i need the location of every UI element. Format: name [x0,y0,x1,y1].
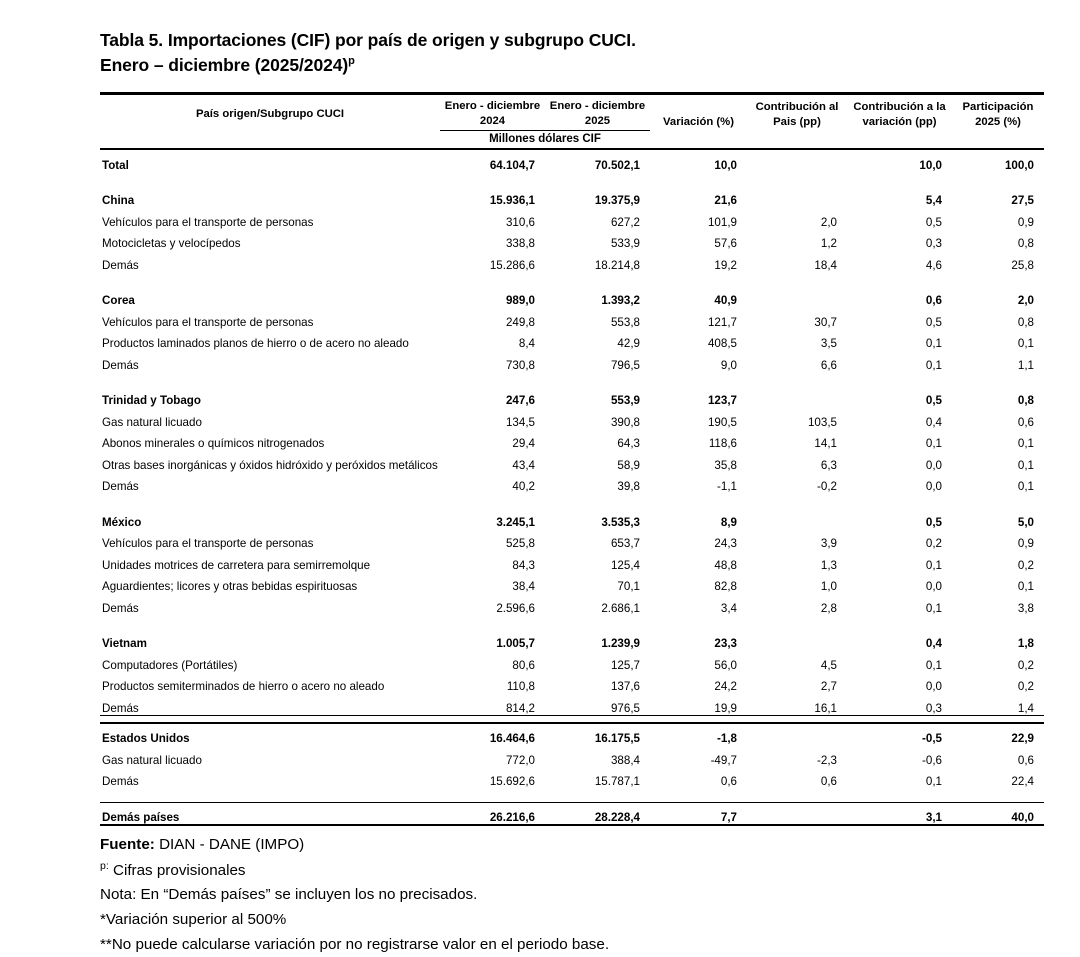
header-year-2025: 2025 [545,114,650,130]
table-row-item [100,693,1044,715]
cell-participacion: 100,0 [1004,158,1034,172]
cell-participacion: 0,9 [1017,215,1034,229]
cell-contrib_var: 4,6 [925,258,942,272]
cell-participacion: 1,4 [1017,701,1034,715]
cell-v2024: 814,2 [505,701,535,715]
cell-v2025: 28.228,4 [594,811,640,825]
table-row-item [100,650,1044,672]
cell-v2025: 18.214,8 [594,258,640,272]
cell-variacion: 0,6 [720,775,737,789]
note-fuente-text: DIAN - DANE (IMPO) [154,836,305,854]
cell-contrib_var: 5,4 [925,194,942,208]
cell-v2025: 796,5 [610,358,640,372]
cell-label: Demás [102,775,139,789]
cell-contrib_pais: 1,3 [820,558,837,572]
cell-v2025: 627,2 [610,215,640,229]
cell-contrib_pais: 30,7 [814,315,837,329]
table-row-item [100,329,1044,351]
table-row-item [100,529,1044,551]
cell-v2025: 39,8 [617,480,640,494]
note-provisional-sup: p: [100,859,109,872]
cell-v2025: 70,1 [617,580,640,594]
cell-v2024: 525,8 [505,537,535,551]
cell-contrib_pais: 1,2 [820,237,837,251]
table-row-item [100,429,1044,451]
header-year-2024: 2024 [440,114,545,130]
cell-participacion: 2,0 [1017,294,1034,308]
note-fuente [100,833,1044,858]
unit-spacer-right [650,130,1044,149]
cell-participacion: 0,2 [1017,558,1034,572]
cell-contrib_pais [747,286,847,308]
cell-v2024: 134,5 [505,415,535,429]
cell-contrib_var: 0,1 [925,601,942,615]
group-spacer [100,493,1044,507]
cell-contrib_pais: 103,5 [807,415,837,429]
cell-contrib_var: 0,0 [925,680,942,694]
note-provisional-text: Cifras provisionales [108,861,246,879]
cell-variacion: -1,8 [717,732,737,746]
cell-v2024: 249,8 [505,315,535,329]
cell-contrib_var: 0,5 [925,215,942,229]
cell-variacion: 24,3 [714,537,737,551]
cell-contrib_var: 0,0 [925,580,942,594]
cell-contrib_pais [747,507,847,529]
cell-contrib_pais [747,723,847,746]
cell-label: Otras bases inorgánicas y óxidos hidróxido y peróxidos metálicos [102,458,438,472]
cell-contrib_var: 0,4 [925,415,942,429]
cell-v2025: 125,7 [610,658,640,672]
cell-v2025: 19.375,9 [594,194,640,208]
cell-label: Trinidad y Tobago [102,394,201,408]
table-row-item [100,207,1044,229]
cell-participacion: 25,8 [1011,258,1034,272]
table-row-item [100,250,1044,272]
cell-participacion: 27,5 [1011,194,1034,208]
cell-label: Vietnam [102,637,147,651]
cell-v2025: 553,8 [610,315,640,329]
cell-participacion: 1,1 [1017,358,1034,372]
cell-v2025: 653,7 [610,537,640,551]
cell-label: Demás [102,480,139,494]
table-row-country [100,186,1044,208]
cell-variacion: 8,9 [720,515,737,529]
cell-variacion: 19,2 [714,258,737,272]
cell-participacion: 0,2 [1017,680,1034,694]
cell-participacion: 22,4 [1011,775,1034,789]
header-contribucion-pais: Contribución al Pais (pp) [755,101,839,128]
cell-participacion: 40,0 [1011,811,1034,825]
cell-contrib_var: -0,6 [922,753,942,767]
table-row-item [100,407,1044,429]
cell-v2024: 8,4 [518,337,535,351]
cell-participacion: 1,8 [1017,637,1034,651]
group-spacer [100,272,1044,286]
cell-v2024: 16.464,6 [489,732,535,746]
table-row-country [100,723,1044,746]
cell-v2024: 15.286,6 [489,258,535,272]
cell-variacion: 123,7 [707,394,737,408]
cell-contrib_var: 0,0 [925,458,942,472]
cell-participacion: 0,1 [1017,337,1034,351]
note-provisional [100,858,1044,884]
cell-variacion: 57,6 [714,237,737,251]
cell-v2025: 42,9 [617,337,640,351]
cell-v2024: 40,2 [512,480,535,494]
cell-label: Total [102,158,129,172]
cell-label: Abonos minerales o químicos nitrogenados [102,437,325,451]
cell-contrib_pais [747,186,847,208]
cell-label: Demás [102,601,139,615]
cell-participacion: 0,8 [1017,315,1034,329]
unit-label: Millones dólares CIF [489,132,601,145]
cell-label: Aguardientes; licores y otras bebidas espirituosas [102,580,358,594]
group-spacer [100,615,1044,629]
cell-contrib_var: 0,2 [925,537,942,551]
cell-v2025: 553,9 [610,394,640,408]
cell-contrib_pais [747,386,847,408]
cell-variacion: 19,9 [714,701,737,715]
cell-variacion: 24,2 [714,680,737,694]
cell-v2025: 137,6 [610,680,640,694]
cell-v2024: 15.692,6 [489,775,535,789]
cell-label: Demás [102,701,139,715]
cell-variacion: 121,7 [707,315,737,329]
cell-label: Computadores (Portátiles) [102,658,238,672]
cell-contrib_var: 10,0 [919,158,942,172]
cell-variacion: 118,6 [708,437,737,451]
cell-contrib_var: 0,1 [925,558,942,572]
cell-variacion: 10,0 [714,158,737,172]
cell-contrib_var: 0,3 [925,701,942,715]
cell-v2025: 3.535,3 [601,515,640,529]
cell-v2024: 338,8 [505,237,535,251]
cell-v2025: 16.175,5 [594,732,640,746]
table-row-item [100,767,1044,789]
demas-paises-spacer [100,788,1044,803]
cell-v2025: 533,9 [610,237,640,251]
cell-contrib_var: 0,6 [925,294,942,308]
cell-v2024: 1.005,7 [496,637,535,651]
cell-label: Productos laminados planos de hierro o de acero no aleado [102,337,409,351]
cell-contrib_var: 0,0 [925,480,942,494]
cell-label: Vehículos para el transporte de personas [102,537,314,551]
group-spacer [100,172,1044,186]
cell-variacion: -49,7 [710,753,737,767]
table-row-country [100,507,1044,529]
cell-v2024: 310,6 [505,215,535,229]
table-row-item [100,350,1044,372]
title-superscript: p [348,55,355,68]
imports-table [100,92,1044,828]
cell-v2025: 976,5 [610,701,640,715]
header-variacion: Variación (%) [663,115,734,128]
cell-contrib_pais [747,804,847,825]
cell-variacion: 3,4 [720,601,737,615]
cell-contrib_var: 0,5 [925,515,942,529]
table-row-item [100,307,1044,329]
cell-contrib_var: 0,5 [925,394,942,408]
cell-variacion: 408,5 [707,337,737,351]
cell-v2024: 38,4 [512,580,535,594]
cell-label: China [102,194,135,208]
cell-variacion: 21,6 [714,194,737,208]
cell-variacion: 56,0 [714,658,737,672]
cell-v2024: 3.245,1 [496,515,535,529]
footnotes [100,833,1044,957]
cell-label: Demás países [102,811,180,825]
cell-contrib_pais: 2,7 [820,680,837,694]
page-title-line2 [100,53,1044,78]
cell-contrib_pais: -2,3 [817,753,837,767]
table-row-country [100,629,1044,651]
cell-label: Motocicletas y velocípedos [102,237,241,251]
cell-participacion: 0,1 [1017,580,1034,594]
cell-label: México [102,515,142,529]
cell-contrib_pais: 3,9 [820,537,837,551]
cell-participacion: 0,2 [1017,658,1034,672]
cell-participacion: 22,9 [1011,732,1034,746]
table-row-item [100,450,1044,472]
cell-v2024: 2.596,6 [496,601,535,615]
table-row-item [100,672,1044,694]
table-bottom-rule [100,825,1044,828]
cell-v2025: 15.787,1 [594,775,640,789]
cell-participacion: 0,6 [1017,753,1034,767]
cell-contrib_var: -0,5 [922,732,942,746]
cell-variacion: 35,8 [714,458,737,472]
cell-v2024: 84,3 [512,558,535,572]
cell-contrib_var: 3,1 [925,811,942,825]
cell-participacion: 5,0 [1017,515,1034,529]
cell-participacion: 0,8 [1017,394,1034,408]
cell-v2025: 2.686,1 [601,601,640,615]
cell-contrib_var: 0,3 [925,237,942,251]
cell-contrib_pais: 2,8 [820,601,837,615]
header-participacion: Participación 2025 (%) [962,101,1034,128]
table-row-item [100,593,1044,615]
cell-v2024: 247,6 [505,394,535,408]
table-row-item [100,472,1044,494]
cell-contrib_var: 0,1 [925,337,942,351]
table-row-total [100,152,1044,172]
cell-contrib_pais: 18,4 [814,258,837,272]
cell-participacion: 0,1 [1017,480,1034,494]
group-separator-rule [100,715,1044,723]
note-demas-paises: Nota: En “Demás países” se incluyen los no precisados. [100,886,478,904]
cell-contrib_var: 0,1 [925,358,942,372]
cell-variacion: 9,0 [720,358,737,372]
cell-contrib_pais: 6,6 [820,358,837,372]
table-unit-row [100,130,1044,149]
cell-v2024: 43,4 [512,458,535,472]
cell-v2024: 64.104,7 [489,158,535,172]
cell-participacion: 0,9 [1017,537,1034,551]
table-row-item [100,550,1044,572]
cell-contrib_pais: 14,1 [814,437,837,451]
cell-v2024: 26.216,6 [489,811,535,825]
cell-label: Productos semiterminados de hierro o acero no aleado [102,680,385,694]
cell-contrib_var: 0,1 [925,658,942,672]
header-contribucion-variacion: Contribución a la variación (pp) [853,101,946,128]
cell-contrib_var: 0,1 [925,437,942,451]
cell-label: Unidades motrices de carretera para semirremolque [102,558,371,572]
table-header-row-1 [100,99,1044,114]
page-title [100,28,1044,78]
cell-v2024: 80,6 [512,658,535,672]
unit-spacer [100,130,440,149]
cell-v2025: 1.239,9 [601,637,640,651]
cell-v2025: 64,3 [617,437,640,451]
header-label-col: País origen/Subgrupo CUCI [195,107,345,120]
note-fuente-label: Fuente: [100,836,155,854]
cell-variacion: 23,3 [714,637,737,651]
table-row-country [100,286,1044,308]
note-variacion-500: *Variación superior al 500% [100,911,287,929]
cell-v2024: 989,0 [505,294,535,308]
table-row-country [100,386,1044,408]
cell-variacion: 190,5 [707,415,737,429]
cell-label: Demás [102,258,139,272]
note-no-calculable: **No puede calcularse variación por no registrarse valor en el periodo base. [100,935,610,953]
cell-v2024: 29,4 [512,437,535,451]
cell-contrib_pais: 16,1 [814,701,837,715]
page-title-line2-text: Enero – diciembre (2025/2024) [100,54,349,75]
cell-variacion: -1,1 [717,480,737,494]
cell-participacion: 0,6 [1017,415,1034,429]
cell-contrib_var: 0,5 [925,315,942,329]
cell-label: Gas natural licuado [102,415,202,429]
table-row-item [100,572,1044,594]
table-row-item [100,745,1044,767]
cell-variacion: 82,8 [714,580,737,594]
cell-contrib_var: 0,1 [925,775,942,789]
cell-participacion: 0,1 [1017,437,1034,451]
cell-contrib_pais: 3,5 [820,337,837,351]
cell-contrib_pais [747,629,847,651]
cell-v2024: 772,0 [505,753,535,767]
cell-variacion: 40,9 [714,294,737,308]
cell-v2025: 1.393,2 [601,294,640,308]
cell-contrib_pais [747,152,847,172]
cell-v2025: 125,4 [610,558,640,572]
table-body [100,93,1044,828]
cell-label: Vehículos para el transporte de personas [102,315,314,329]
cell-label: Gas natural licuado [102,753,202,767]
cell-contrib_pais: -0,2 [817,480,837,494]
cell-v2025: 390,8 [610,415,640,429]
group-spacer [100,372,1044,386]
cell-participacion: 0,8 [1017,237,1034,251]
cell-v2025: 388,4 [610,753,640,767]
cell-variacion: 7,7 [720,811,737,825]
cell-participacion: 3,8 [1017,601,1034,615]
cell-contrib_pais: 4,5 [820,658,837,672]
cell-contrib_pais: 6,3 [820,458,837,472]
page-title-line1: Tabla 5. Importaciones (CIF) por país de origen y subgrupo CUCI. [100,30,636,50]
header-period-2024: Enero - diciembre [444,99,541,112]
cell-label: Corea [102,294,135,308]
cell-label: Demás [102,358,139,372]
table-row-demas-paises [100,804,1044,825]
cell-contrib_var: 0,4 [925,637,942,651]
cell-label: Estados Unidos [102,732,190,746]
cell-variacion: 101,9 [707,215,737,229]
table-row-item [100,229,1044,251]
cell-participacion: 0,1 [1017,458,1034,472]
cell-contrib_pais: 0,6 [820,775,837,789]
cell-contrib_pais: 2,0 [820,215,837,229]
cell-v2024: 730,8 [505,358,535,372]
cell-variacion: 48,8 [714,558,737,572]
cell-v2025: 58,9 [617,458,640,472]
cell-label: Vehículos para el transporte de personas [102,215,314,229]
cell-contrib_pais: 1,0 [820,580,837,594]
header-period-2025: Enero - diciembre [549,99,646,112]
cell-v2024: 110,8 [506,680,535,694]
cell-v2024: 15.936,1 [489,194,535,208]
cell-v2025: 70.502,1 [594,158,640,172]
